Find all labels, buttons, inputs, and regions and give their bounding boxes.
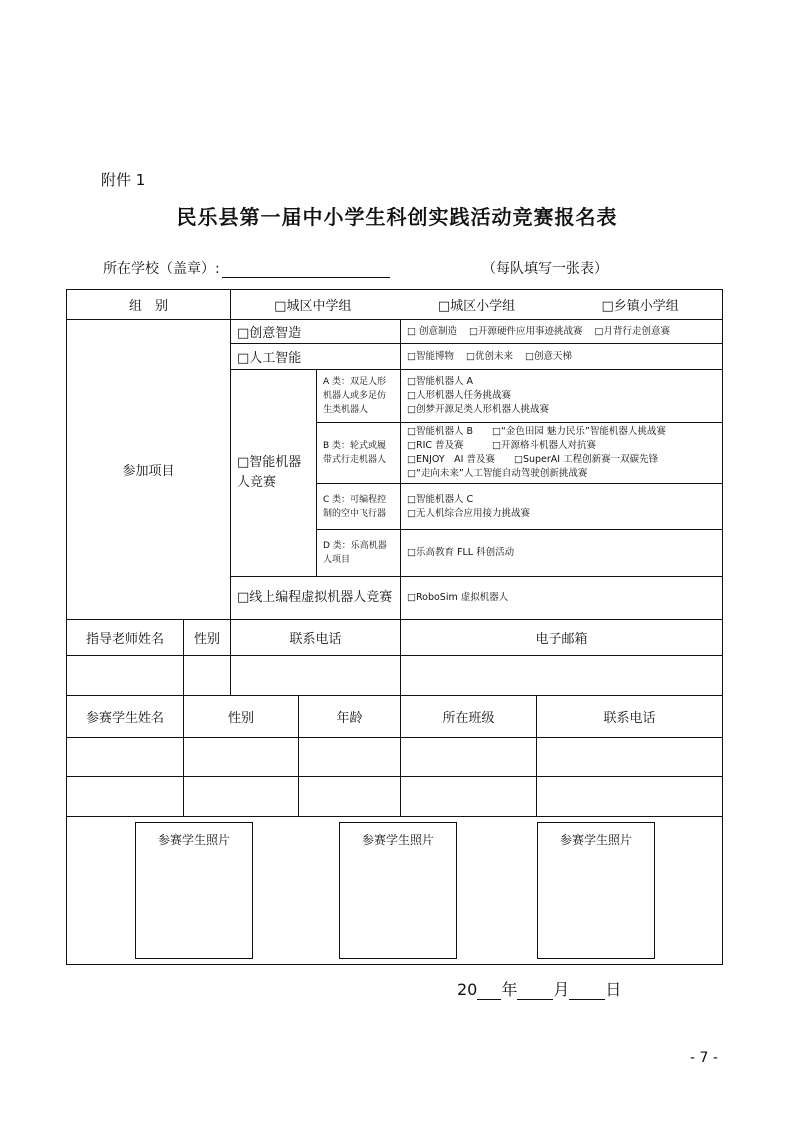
- student-phone-header: 联系电话: [537, 696, 722, 738]
- creative-label[interactable]: □创意智造: [231, 320, 401, 344]
- online-item[interactable]: □RoboSim 虚拟机器人: [407, 592, 509, 603]
- student-name-cell[interactable]: [67, 738, 184, 777]
- creative-item[interactable]: □ 创意制造: [407, 325, 457, 337]
- photo-label: 参赛学生照片: [559, 833, 632, 847]
- student-class-header: 所在班级: [401, 696, 537, 738]
- per-team-note: （每队填写一张表）: [482, 261, 608, 277]
- group-option-city-middle[interactable]: □城区中学组: [274, 299, 352, 314]
- student-age-cell[interactable]: [299, 738, 401, 777]
- robot-category-d-items: [401, 530, 722, 577]
- form-title: 民乐县第一届中小学生科创实践活动竞赛报名表: [176, 205, 618, 229]
- student-photo-box[interactable]: [537, 822, 655, 959]
- robot-item[interactable]: □“走向未来”人工智能自动驾驶创新挑战赛: [407, 468, 588, 479]
- school-field: [103, 258, 390, 278]
- photo-label: 参赛学生照片: [157, 833, 230, 847]
- teacher-gender-cell[interactable]: [184, 656, 231, 696]
- creative-item[interactable]: □开源硬件应用事迹挑战赛: [469, 325, 583, 337]
- date-year-input[interactable]: [477, 983, 501, 1000]
- robot-category-a: A 类：双足人形机器人或多足仿生类机器人: [317, 370, 401, 423]
- robot-item[interactable]: □智能机器人 A: [407, 376, 473, 387]
- date-line: [457, 977, 621, 1000]
- student-gender-cell[interactable]: [184, 777, 299, 817]
- robot-category-b-items: [401, 423, 722, 484]
- date-day-label: 日: [605, 980, 622, 999]
- date-month-label: 月: [553, 980, 570, 999]
- teacher-phone-header: 联系电话: [231, 620, 401, 656]
- photo-label: 参赛学生照片: [361, 833, 434, 847]
- participation-label: 参加项目: [67, 320, 231, 620]
- creative-item[interactable]: □月背行走创意赛: [594, 325, 670, 337]
- robot-item[interactable]: □创梦开源足类人形机器人挑战赛: [407, 404, 549, 415]
- robot-item[interactable]: □无人机综合应用接力挑战赛: [407, 507, 530, 519]
- ai-item[interactable]: □优创未来: [465, 350, 513, 362]
- group-options: [231, 290, 722, 320]
- teacher-email-header: 电子邮箱: [401, 620, 722, 656]
- robot-item[interactable]: □乐高教育 FLL 科创活动: [407, 547, 515, 558]
- student-phone-cell[interactable]: [537, 777, 722, 817]
- ai-item[interactable]: □智能博物: [407, 350, 454, 362]
- teacher-email-cell[interactable]: [401, 656, 722, 696]
- school-label: 所在学校（盖章）:: [103, 261, 220, 277]
- ai-item[interactable]: □创意天梯: [524, 350, 572, 362]
- online-items: [401, 577, 722, 620]
- robot-category-a-items: [401, 370, 722, 423]
- student-name-cell[interactable]: [67, 777, 184, 817]
- robot-item[interactable]: □智能机器人 B □“金色田园 魅力民乐”智能机器人挑战赛: [407, 426, 666, 437]
- date-day-input[interactable]: [569, 983, 605, 1000]
- student-gender-header: 性别: [184, 696, 299, 738]
- teacher-name-cell[interactable]: [67, 656, 184, 696]
- group-option-town-primary[interactable]: □乡镇小学组: [601, 299, 679, 314]
- robot-item[interactable]: □RIC 普及赛 □开源格斗机器人对抗赛: [407, 440, 597, 451]
- teacher-name-header: 指导老师姓名: [67, 620, 184, 656]
- teacher-gender-header: 性别: [184, 620, 231, 656]
- robot-item[interactable]: □人形机器人任务挑战赛: [407, 390, 511, 401]
- robot-category-c-items: [401, 484, 722, 530]
- student-class-cell[interactable]: [401, 738, 537, 777]
- ai-label[interactable]: □人工智能: [231, 344, 401, 370]
- student-gender-cell[interactable]: [184, 738, 299, 777]
- creative-items: [401, 320, 722, 344]
- registration-table: [66, 289, 723, 965]
- student-phone-cell[interactable]: [537, 738, 722, 777]
- robot-category-c: C 类：可编程控制的空中飞行器: [317, 484, 401, 530]
- student-age-cell[interactable]: [299, 777, 401, 817]
- student-photo-box[interactable]: [135, 822, 253, 959]
- school-input-line[interactable]: [222, 263, 390, 278]
- student-name-header: 参赛学生姓名: [67, 696, 184, 738]
- online-label[interactable]: □线上编程虚拟机器人竞赛: [231, 577, 401, 620]
- group-label: 组 别: [67, 290, 231, 320]
- attachment-label: 附件 1: [101, 171, 146, 189]
- robot-category-b: B 类：轮式或履带式行走机器人: [317, 423, 401, 484]
- page-number: - 7 -: [690, 1050, 718, 1066]
- robot-item[interactable]: □ENJOY AI 普及赛 □SuperAI 工程创新赛一双碳先锋: [407, 454, 659, 465]
- date-year-prefix: 20: [457, 980, 478, 999]
- group-option-city-primary[interactable]: □城区小学组: [437, 299, 516, 314]
- robot-item[interactable]: □智能机器人 C: [407, 493, 474, 505]
- date-year-label: 年: [501, 980, 518, 999]
- date-month-input[interactable]: [517, 983, 553, 1000]
- teacher-phone-cell[interactable]: [231, 656, 401, 696]
- robot-label[interactable]: □智能机器人竞赛: [231, 370, 317, 577]
- student-age-header: 年龄: [299, 696, 401, 738]
- student-photo-box[interactable]: [339, 822, 457, 959]
- robot-category-d: D 类：乐高机器人项目: [317, 530, 401, 577]
- student-class-cell[interactable]: [401, 777, 537, 817]
- ai-items: [401, 344, 722, 370]
